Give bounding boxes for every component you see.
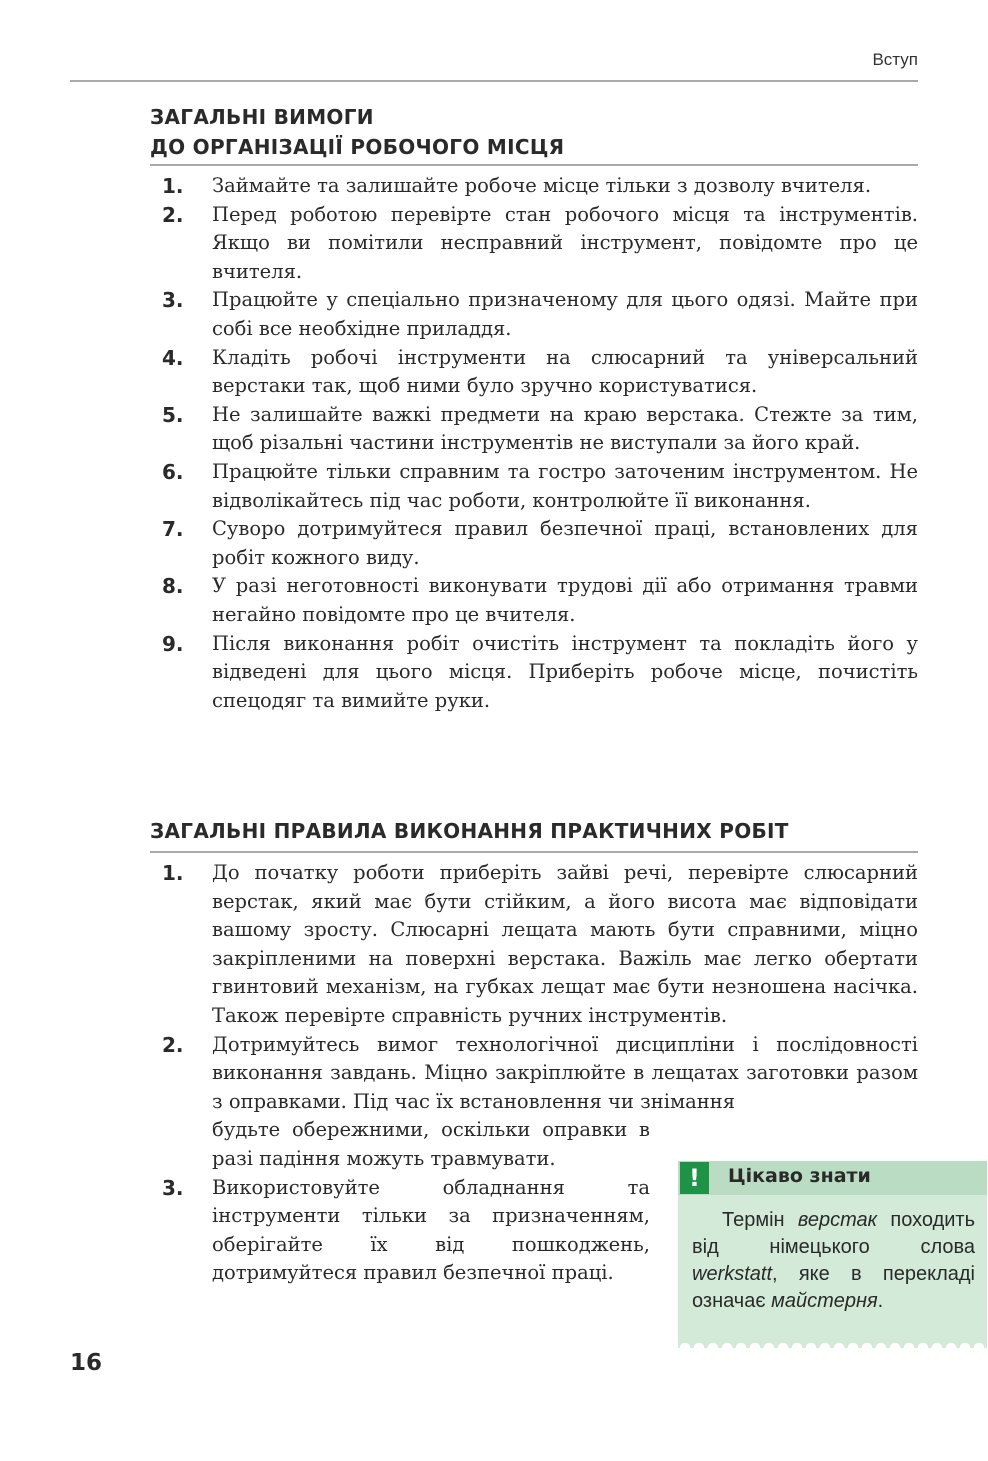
info-term: werkstatt (692, 1263, 773, 1285)
header-rule (70, 80, 918, 82)
exclamation-icon: ! (680, 1162, 709, 1194)
info-box (678, 1161, 987, 1339)
item-number: 4. (162, 345, 184, 370)
section2-title: ЗАГАЛЬНІ ПРАВИЛА ВИКОНАННЯ ПРАКТИЧНИХ РОБІТ (150, 819, 789, 843)
list-item (150, 859, 918, 1031)
list-item (150, 1174, 650, 1288)
item-number: 5. (162, 402, 184, 427)
info-text-part: , яке в перекладі означає (692, 1263, 975, 1312)
item-text: У разі неготовності виконувати трудові дії або отримання травми негайно повідомте про це вчителя. (212, 574, 918, 626)
info-box-text (692, 1207, 975, 1315)
list-item-continuation (150, 1116, 650, 1173)
item-number: 9. (162, 631, 184, 656)
section1-title-line1: ЗАГАЛЬНІ ВИМОГИ (150, 105, 374, 129)
info-term: верстак (797, 1209, 878, 1231)
section1-rule (150, 164, 918, 166)
item-text: До початку роботи приберіть зайві речі, перевірте слюсарний верстак, який має бути стійким, а його висота має відповідати вашому зросту. Слюсарні лещата мають бути справними, міцно закріпленими на поверхні верстака. Важіль має легко обертати гвинтовий механізм, на губках лещат має бути незношена насічка. Також перевірте справність ручних інструментів. (212, 861, 918, 1027)
item-number: 3. (162, 288, 184, 313)
item-number: 1. (162, 861, 184, 885)
section1-list (150, 172, 918, 715)
list-item (150, 401, 918, 458)
info-text-part: . (877, 1290, 884, 1312)
item-text: Перед роботою перевірте стан робочого місця та інструментів. Якщо ви помітили несправний інструмент, повідомте про це вчителя. (212, 202, 918, 283)
item-number: 3. (162, 1175, 184, 1200)
list-item (150, 515, 918, 572)
info-term: майстерня (771, 1290, 878, 1312)
page-number: 16 (70, 1350, 103, 1376)
list-item (150, 172, 918, 201)
section1-title-line2: ДО ОРГАНІЗАЦІЇ РОБОЧОГО МІСЦЯ (150, 135, 565, 159)
list-item (150, 344, 918, 401)
item-number: 7. (162, 517, 184, 542)
item-text: Працюйте тільки справним та гостро заточеним інструментом. Не відволікайтесь під час роботи, контролюйте її виконання. (212, 459, 918, 512)
item-number: 1. (162, 174, 184, 198)
item-text: Кладіть робочі інструменти на слюсарний та універсальний верстаки так, щоб ними було зручно користуватися. (212, 345, 918, 398)
info-box-header (678, 1161, 987, 1195)
item-number: 2. (162, 202, 184, 227)
item-text: Не залишайте важкі предмети на краю верстака. Стежте за тим, щоб різальні частини інструментів не виступали за його край. (212, 402, 918, 455)
list-item (150, 630, 918, 716)
running-header: Вступ (872, 50, 918, 69)
item-text: Суворо дотримуйтеся правил безпечної праці, встановлених для робіт кожного виду. (212, 517, 918, 569)
list-item (150, 201, 918, 287)
section1-title (150, 102, 564, 162)
item-text: будьте обережними, оскільки оправки в разі падіння можуть травмувати. (212, 1118, 650, 1170)
info-box-title: Цікаво знати (728, 1165, 871, 1187)
item-text: Працюйте у спеціально призначеному для цього одязі. Майте при собі все необхідне приладдя. (212, 288, 918, 340)
item-text: Дотримуйтесь вимог технологічної дисципліни і послідовності виконання завдань. Міцно закріплюйте в лещатах заготовки разом з оправками. Під час їх встановлення чи знімання (212, 1032, 918, 1113)
section2-rule (150, 851, 918, 853)
item-text: Після виконання робіт очистіть інструмент та покладіть його у відведені для цього місця. Приберіть робоче місце, почистіть спецодяг та вимийте руки. (212, 631, 918, 712)
list-item (150, 1031, 918, 1117)
item-number: 2. (162, 1032, 184, 1057)
list-item (150, 458, 918, 515)
item-number: 8. (162, 574, 184, 599)
item-text: Використовуйте обладнання та інструменти тільки за призначенням, оберігайте їх від пошкоджень, дотримуйтеся правил безпечної праці. (212, 1175, 650, 1285)
list-item (150, 572, 918, 629)
info-text-part: Термін (722, 1209, 798, 1231)
item-number: 6. (162, 459, 184, 484)
info-text-part: походить від німецького слова (692, 1209, 975, 1258)
item-text: Займайте та залишайте робоче місце тільки з дозволу вчителя. (212, 174, 872, 197)
list-item (150, 286, 918, 343)
